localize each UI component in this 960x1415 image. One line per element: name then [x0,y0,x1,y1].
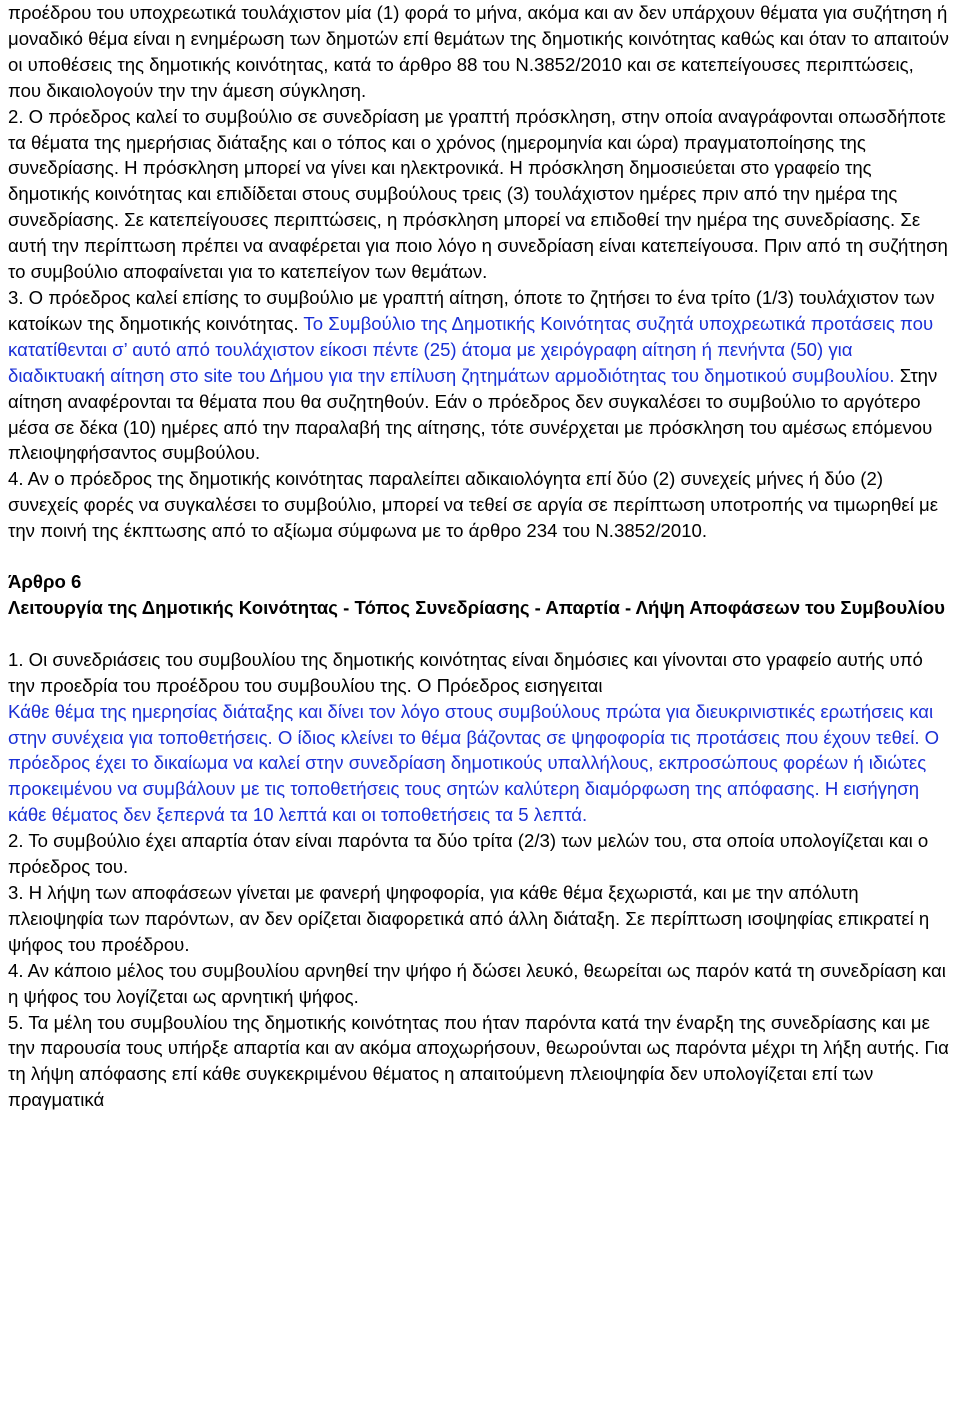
article-title: Άρθρο 6 [8,571,82,593]
intro-paragraph-3-start: 3. Ο πρόεδρος καλεί επίσης το συμβούλιο με γραπτή αίτηση, όποτε το ζητήσει το ένα τρίτο (1/3) τουλάχιστον των κατοίκων της δημοτικής κοινότητας. [8,286,935,334]
article-paragraph-3: 3. Η λήψη των αποφάσεων γίνεται με φανερή ψηφοφορία, για κάθε θέμα ξεχωριστά, και με την απόλυτη πλειοψηφία των παρόντων, αν δεν ορίζεται διαφορετικά από άλλη διάταξη. Σε περίπτωση ισοψηφίας επικρατεί η ψήφος του προέδρου. [8,882,930,955]
article-paragraph-1-highlight: Κάθε θέμα της ημερησίας διάταξης και δίνει τον λόγο στους συμβούλους πρώτα για διευκρινιστικές ερωτήσεις και στην συνέχεια για τοποθετήσεις. Ο ίδιος κλείνει το θέμα βάζοντας σε ψηφοφορία τις προτάσεις που έχουν τεθεί. Ο πρόεδρος έχει το δικαίωμα να καλεί στην συνεδρίαση δημοτικούς υπαλλήλους, εκπροσώπους φορέων ή ιδιώτες προκειμένου να συμβάλουν με τις τοποθετήσεις τους σητών καλύτερη διαμόρφωση της απόφασης. Η εισήγηση κάθε θέματος δεν ξεπερνά τα 10 λεπτά και οι τοποθετήσεις τα 5 λεπτά. [8,700,940,826]
intro-paragraph-3-end: Στην αίτηση αναφέρονται τα θέματα που θα συζητηθούν. Εάν ο πρόεδρος δεν συγκαλέσει το συμβούλιο το αργότερο μέσα σε δέκα (10) ημέρες από την παραλαβή της αίτησης, τότε συνέρχεται με πρόσκληση του αμέσως επόμενου πλειοψηφήσαντος συμβούλου. [8,364,938,464]
article-paragraph-2: 2. Το συμβούλιο έχει απαρτία όταν είναι παρόντα τα δύο τρίτα (2/3) των μελών του, στα οποία υπολογίζεται και ο πρόεδρος του. [8,830,929,878]
intro-paragraph-1: προέδρου του υποχρεωτικά τουλάχιστον μία (1) φορά το μήνα, ακόμα και αν δεν υπάρχουν θέματα για συζήτηση ή μοναδικό θέμα είναι η ενημέρωση των δημοτών επί θεμάτων της δημοτικής κοινότητας καθώς και όταν το απαιτούν οι υποθέσεις της δημοτικής κοινότητας, κατά το άρθρο 88 του Ν.3852/2010 και σε κατεπείγουσες περιπτώσεις, που δικαιολογούν την την άμεση σύγκληση. [8,2,949,101]
article-paragraph-1: 1. Οι συνεδριάσεις του συμβουλίου της δημοτικής κοινότητας είναι δημόσιες και γίνονται στο γραφείο αυτής υπό την προεδρία του προέδρου του συμβουλίου της. Ο Πρόεδρος εισηγειται [8,648,923,696]
article-paragraph-5: 5. Τα μέλη του συμβουλίου της δημοτικής κοινότητας που ήταν παρόντα κατά την έναρξη της συνεδρίασης και με την παρουσία τους υπήρξε απαρτία και αν ακόμα αποχωρήσουν, θεωρούνται ως παρόντα μέχρι τη λήξη αυτής. Για τη λήψη απόφασης επί κάθε συγκεκριμένου θέματος η απαιτούμενη πλειοψηφία δεν υπολογίζεται επί των πραγματικά [8,1011,949,1111]
spacer [8,621,950,647]
intro-paragraph-2: 2. Ο πρόεδρος καλεί το συμβούλιο σε συνεδρίαση με γραπτή πρόσκληση, στην οποία αναγράφονται οπωσδήποτε τα θέματα της ημερήσιας διάταξης και ο τόπος και ο χρόνος (ημερομηνία και ώρα) πραγματοποίησης της συνεδρίασης. Η πρόσκληση μπορεί να γίνει και ηλεκτρονικά. Η πρόσκληση δημοσιεύεται στο γραφείο της δημοτικής κοινότητας και επιδίδεται στους συμβούλους τρεις (3) τουλάχιστον ημέρες πριν από την ημέρα της συνεδρίασης. Σε κατεπείγουσες περιπτώσεις, η πρόσκληση μπορεί να επιδοθεί την ημέρα της συνεδρίασης. Σε αυτή την περίπτωση πρέπει να αναφέρεται για ποιο λόγο η συνεδρίαση είναι κατεπείγουσα. Πριν από τη συζήτηση το συμβούλιο αποφαίνεται για το κατεπείγον των θεμάτων. [8,105,948,283]
article-subtitle: Λειτουργία της Δημοτικής Κοινότητας - Τόπος Συνεδρίασης - Απαρτία - Λήψη Αποφάσεων του Συμβουλίου [8,596,945,618]
intro-paragraph-3-highlight: Το Συμβούλιο της Δημοτικής Κοινότητας συζητά υποχρεωτικά προτάσεις που κατατίθενται σ’ αυτό από τουλάχιστον είκοσι πέντε (25) άτομα με χειρόγραφη αίτηση ή πενήντα (50) για διαδικτυακή αίτηση στο site του Δήμου για την επίλυση ζητημάτων αρμοδιότητας του δημοτικού συμβουλίου. [8,312,934,386]
intro-paragraph-3 [8,285,950,466]
intro-paragraph-4: 4. Αν ο πρόεδρος της δημοτικής κοινότητας παραλείπει αδικαιολόγητα επί δύο (2) συνεχείς μήνες ή δύο (2) συνεχείς φορές να συγκαλέσει το συμβούλιο, μπορεί να τεθεί σε αργία σε περίπτωση υποτροπής να τιμωρηθεί με την ποινή της έκπτωσης από το αξίωμα σύμφωνα με το άρθρο 234 του Ν.3852/2010. [8,468,938,542]
spacer [8,544,950,569]
article-paragraph-4: 4. Αν κάποιο μέλος του συμβουλίου αρνηθεί την ψήφο ή δώσει λευκό, θεωρείται ως παρόν κατά τη συνεδρίαση και η ψήφος του λογίζεται ως αρνητική ψήφος. [8,959,946,1007]
